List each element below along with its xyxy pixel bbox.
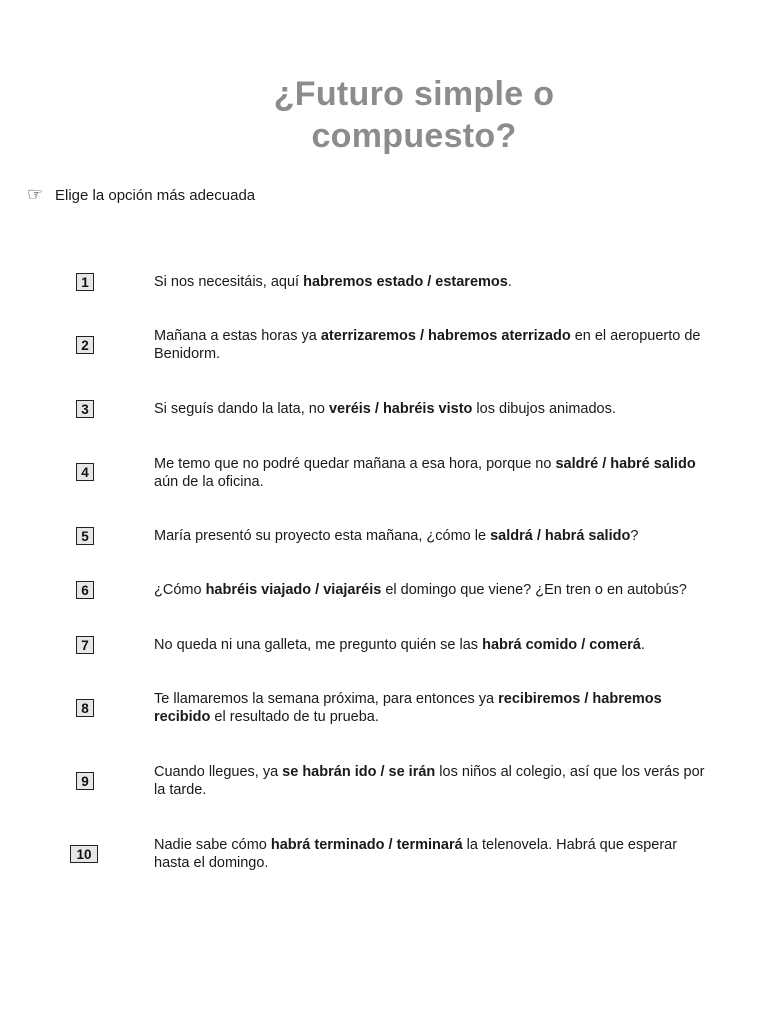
item-sentence [154, 690, 714, 726]
item-sentence [154, 327, 714, 363]
item-sentence [154, 455, 714, 491]
instruction [27, 185, 255, 205]
sentence-text: aún de la oficina. [154, 474, 264, 490]
sentence-text: . [640, 637, 645, 653]
sentence-text: Me temo que no podré quedar mañana a esa hora, porque no [154, 456, 556, 472]
sentence-text: en el aeropuerto de Benidorm. [154, 328, 701, 362]
sentence-text: Nadie sabe cómo [154, 837, 271, 853]
item-number: 4 [76, 463, 94, 481]
sentence-options: saldrá / habrá salido [490, 528, 631, 544]
title-line-1: ¿Futuro simple o [273, 75, 555, 113]
item-sentence [154, 581, 714, 599]
item-number: 6 [76, 581, 94, 599]
item-number: 5 [76, 527, 94, 545]
sentence-options: se habrán ido / se irán [282, 764, 436, 780]
sentence-text: los dibujos animados. [472, 401, 616, 417]
item-number: 8 [76, 699, 94, 717]
sentence-text: los niños al colegio, así que los verás por la tarde. [154, 764, 705, 798]
sentence-options: aterrizaremos / habremos aterrizado [320, 328, 571, 344]
page-title [0, 73, 768, 157]
instruction-text: Elige la opción más adecuada [55, 186, 256, 204]
item-sentence [154, 836, 714, 872]
sentence-options: veréis / habréis visto [328, 401, 473, 417]
sentence-text: Cuando llegues, ya [154, 764, 283, 780]
pointing-hand-icon: ☞ [27, 184, 44, 205]
item-number: 2 [76, 336, 94, 354]
title-line-2: compuesto? [311, 117, 517, 155]
item-sentence [154, 527, 714, 545]
sentence-options: habremos estado / estaremos [303, 274, 508, 290]
sentence-text: Si seguís dando la lata, no [154, 401, 329, 417]
sentence-text: María presentó su proyecto esta mañana, ¿cómo le [154, 528, 491, 544]
item-number: 7 [76, 636, 94, 654]
sentence-options: saldré / habré salido [555, 456, 696, 472]
item-sentence [154, 763, 714, 799]
sentence-options: habréis viajado / viajaréis [205, 582, 382, 598]
sentence-text: Si nos necesitáis, aquí [154, 274, 304, 290]
item-sentence [154, 400, 714, 418]
sentence-text: Mañana a estas horas ya [154, 328, 321, 344]
sentence-text: ¿Cómo [154, 582, 206, 598]
sentence-text: el resultado de tu prueba. [210, 709, 379, 725]
item-number: 10 [70, 845, 98, 863]
sentence-text: ? [630, 528, 639, 544]
sentence-text: . [507, 274, 512, 290]
sentence-options: recibiremos / habremos recibido [154, 691, 662, 725]
sentence-options: habrá comido / comerá [482, 637, 641, 653]
sentence-text: No queda ni una galleta, me pregunto quién se las [154, 637, 483, 653]
item-sentence [154, 636, 714, 654]
sentence-text: Te llamaremos la semana próxima, para entonces ya [154, 691, 499, 707]
sentence-text: el domingo que viene? ¿En tren o en autobús? [381, 582, 687, 598]
sentence-text: la telenovela. Habrá que esperar hasta el domingo. [154, 837, 678, 871]
item-sentence [154, 273, 714, 291]
sentence-options: habrá terminado / terminará [270, 837, 463, 853]
item-number: 1 [76, 273, 94, 291]
item-number: 3 [76, 400, 94, 418]
item-number: 9 [76, 772, 94, 790]
